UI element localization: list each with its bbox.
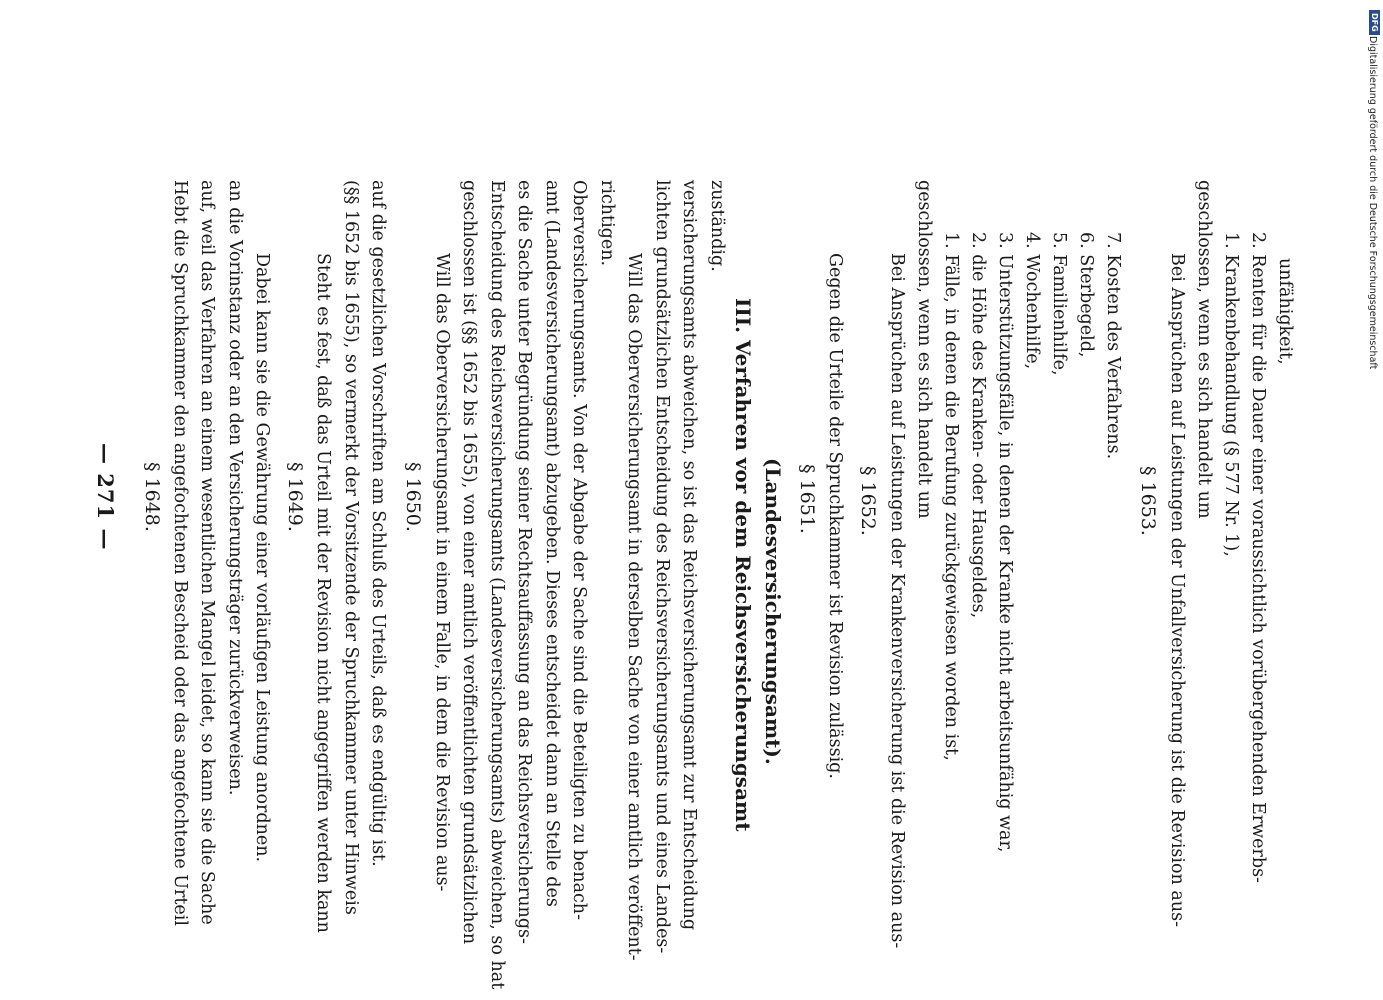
paragraph-line: amt (Landesversicherungsamt) abzugeben. Dieses entscheidet dann an Stelle des [542,180,562,907]
part-subheading: (Landesversicherungsamt). [761,458,785,765]
paragraph-line: Hebt die Spruchkammer den angefochtenen Bescheid oder das angefochtene Urteil [170,180,190,926]
dfg-logo: DFG [1369,10,1380,35]
paragraph-line: zuständig. [707,180,727,272]
section-heading-1650: § 1650. [402,462,424,532]
digitization-credit: Digitalisierung gefördert durch die Deutsche Forschungsgemeinschaft [1367,36,1378,370]
list-item: unfähigkeit, [1275,258,1295,365]
paragraph-line: Will das Oberversicherungsamt in einem Falle, in dem die Revision aus- [432,253,452,892]
paragraph-line: Bei Ansprüchen auf Leistungen der Krankenversicherung ist die Revision aus- [887,253,907,949]
paragraph-line: auf, weil das Verfahren an einem wesentlichen Mangel leidet, so kann sie die Sache [197,180,217,925]
paragraph-line: es die Sache unter Begründung seiner Rechtsauffassung an das Reichsversicherungs- [514,180,534,944]
section-heading-1651: § 1651. [796,464,818,534]
section-heading-1653: § 1653. [1137,466,1159,536]
page-number: — 271 — [93,443,118,551]
list-item: 3. Unterstützungsfälle, in denen der Kranke nicht arbeitsunfähig war, [995,232,1015,853]
paragraph-line: Entscheidung des Reichsversicherungsamts (Landesversicherungsamts) abweichen, so hat [487,180,507,990]
paragraph-line: versicherungsamts abweichen, so ist das Reichsversicherungsamt zur Entscheidung [679,180,699,931]
paragraph-line: (§§ 1652 bis 1655), so vermerkt der Vorsitzende der Spruchkammer unter Hinweis [341,180,361,915]
paragraph-line: Steht es fest, daß das Urteil mit der Revision nicht angegriffen werden kann [313,253,333,933]
paragraph-line: an die Vorinstanz oder an den Versicherungsträger zurückverweisen. [225,180,245,796]
paragraph-line: auf die gesetzlichen Vorschriften am Schluß des Urteils, daß es endgültig ist. [368,180,388,867]
list-item: 1. Krankenbehandlung (§ 577 Nr. 1), [1221,232,1241,557]
paragraph-line: Oberversicherungsamts. Von der Abgabe der Sache sind die Beteiligten zu benach- [569,180,589,920]
list-item: 2. Renten für die Dauer einer voraussichtlich vorübergehenden Erwerbs- [1248,232,1268,883]
section-heading-1648: § 1648. [141,462,163,532]
list-item: 7. Kosten des Verfahrens. [1103,232,1123,460]
section-heading-1652: § 1652. [857,466,879,536]
paragraph-line: geschlossen ist (§§ 1652 bis 1655), von einer amtlich veröffentlichten grundsätzlichen [459,180,479,945]
paragraph-line: geschlossen, wenn es sich handelt um [1194,180,1214,519]
paragraph-line: geschlossen, wenn es sich handelt um [914,180,934,519]
section-heading-1649: § 1649. [284,462,306,532]
paragraph-line: Dabei kann sie die Gewährung einer vorläufigen Leistung anordnen. [252,253,272,863]
paragraph-line: lichten grundsätzlichen Entscheidung des Reichsversicherungsamts und eines Landes- [652,180,672,954]
list-item: 6. Sterbegeld, [1076,232,1096,358]
list-item: 2. die Höhe des Kranken- oder Hausgeldes, [968,232,988,619]
paragraph-line: Gegen die Urteile der Spruchkammer ist Revision zulässig. [825,253,845,779]
part-heading: III. Verfahren vor dem Reichsversicherungsamt [731,298,755,832]
list-item: 5. Familienhilfe, [1049,232,1069,376]
paragraph-line: Bei Ansprüchen auf Leistungen der Unfallversicherung ist die Revision aus- [1167,253,1187,927]
paragraph-line: Will das Oberversicherungsamt in derselben Sache von einer amtlich veröffent- [624,253,644,961]
list-item: 1. Fälle, in denen die Berufung zurückgewiesen worden ist, [941,232,961,761]
list-item: 4. Wochenhilfe, [1022,232,1042,370]
paragraph-line: richtigen. [597,180,617,267]
